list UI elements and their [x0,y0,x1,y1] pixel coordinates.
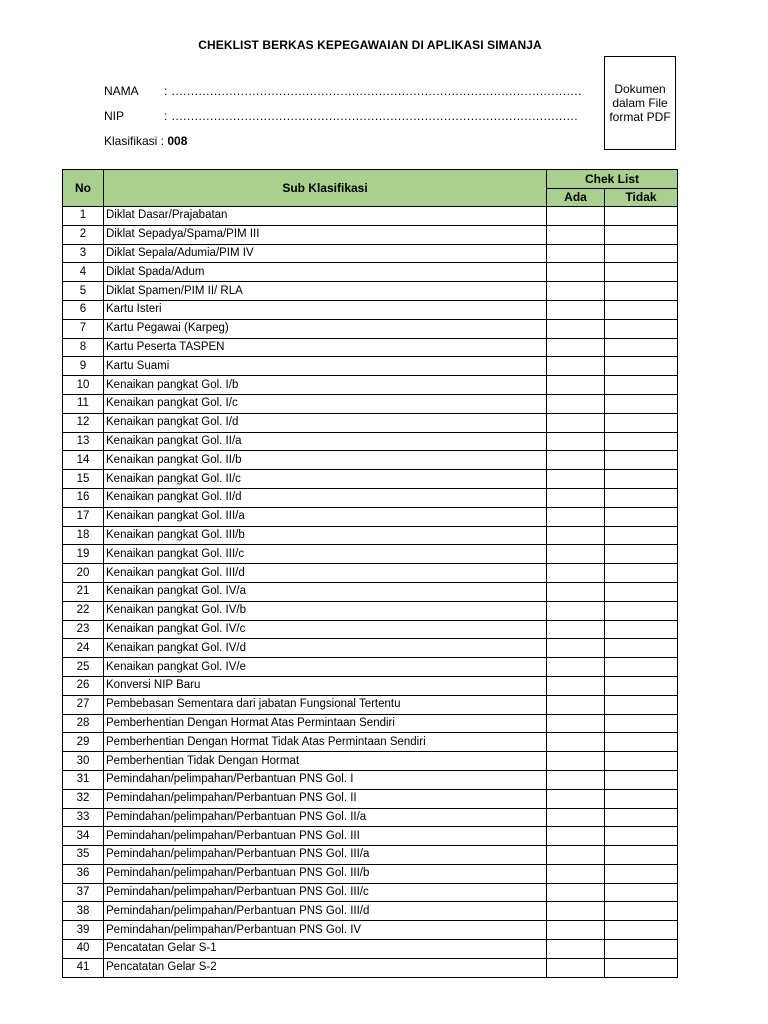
row-tidak-checkbox-cell[interactable] [605,582,678,601]
row-sub-klasifikasi: Pemberhentian Tidak Dengan Hormat [104,752,547,771]
row-number: 14 [63,451,104,470]
row-sub-klasifikasi: Kenaikan pangkat Gol. II/c [104,470,547,489]
row-number: 41 [63,958,104,977]
row-number: 35 [63,846,104,865]
row-sub-klasifikasi: Pembebasan Sementara dari jabatan Fungsional Tertentu [104,695,547,714]
header-ada: Ada [547,189,605,207]
table-row [63,207,678,226]
row-number: 1 [63,207,104,226]
row-number: 2 [63,225,104,244]
row-sub-klasifikasi: Kenaikan pangkat Gol. IV/b [104,601,547,620]
row-ada-checkbox-cell[interactable] [547,958,605,977]
table-row [63,695,678,714]
row-sub-klasifikasi: Diklat Spada/Adum [104,263,547,282]
row-sub-klasifikasi: Kenaikan pangkat Gol. II/d [104,488,547,507]
row-sub-klasifikasi: Pemindahan/pelimpahan/Perbantuan PNS Gol. III/a [104,846,547,865]
row-ada-checkbox-cell[interactable] [547,432,605,451]
row-tidak-checkbox-cell[interactable] [605,601,678,620]
row-tidak-checkbox-cell[interactable] [605,244,678,263]
row-number: 36 [63,864,104,883]
row-tidak-checkbox-cell[interactable] [605,846,678,865]
row-tidak-checkbox-cell[interactable] [605,225,678,244]
table-row [63,601,678,620]
row-tidak-checkbox-cell[interactable] [605,770,678,789]
table-row [63,714,678,733]
row-number: 31 [63,770,104,789]
row-number: 23 [63,620,104,639]
row-sub-klasifikasi: Kenaikan pangkat Gol. III/c [104,545,547,564]
row-ada-checkbox-cell[interactable] [547,921,605,940]
row-sub-klasifikasi: Kenaikan pangkat Gol. IV/a [104,582,547,601]
row-number: 18 [63,526,104,545]
row-sub-klasifikasi: Kartu Suami [104,357,547,376]
row-number: 19 [63,545,104,564]
table-row [63,263,678,282]
row-tidak-checkbox-cell[interactable] [605,507,678,526]
row-tidak-checkbox-cell[interactable] [605,864,678,883]
nip-field [104,109,579,123]
row-tidak-checkbox-cell[interactable] [605,488,678,507]
table-row [63,827,678,846]
row-ada-checkbox-cell[interactable] [547,413,605,432]
row-sub-klasifikasi: Kenaikan pangkat Gol. I/b [104,376,547,395]
row-ada-checkbox-cell[interactable] [547,620,605,639]
row-sub-klasifikasi: Pemberhentian Dengan Hormat Tidak Atas Permintaan Sendiri [104,733,547,752]
row-ada-checkbox-cell[interactable] [547,263,605,282]
checklist-table [62,169,678,978]
table-row [63,451,678,470]
row-number: 11 [63,394,104,413]
nama-field [104,84,582,98]
row-sub-klasifikasi: Konversi NIP Baru [104,676,547,695]
row-tidak-checkbox-cell[interactable] [605,432,678,451]
table-row [63,733,678,752]
row-ada-checkbox-cell[interactable] [547,658,605,677]
row-number: 24 [63,639,104,658]
row-number: 29 [63,733,104,752]
row-tidak-checkbox-cell[interactable] [605,695,678,714]
row-ada-checkbox-cell[interactable] [547,902,605,921]
table-row [63,921,678,940]
row-sub-klasifikasi: Pemindahan/pelimpahan/Perbantuan PNS Gol. III/d [104,902,547,921]
table-row [63,394,678,413]
row-ada-checkbox-cell[interactable] [547,864,605,883]
row-ada-checkbox-cell[interactable] [547,394,605,413]
row-ada-checkbox-cell[interactable] [547,695,605,714]
nama-label: NAMA [104,84,139,98]
row-tidak-checkbox-cell[interactable] [605,319,678,338]
row-number: 15 [63,470,104,489]
row-number: 40 [63,940,104,959]
table-row [63,432,678,451]
header-tidak: Tidak [605,189,678,207]
row-sub-klasifikasi: Diklat Sepala/Adumia/PIM IV [104,244,547,263]
row-ada-checkbox-cell[interactable] [547,846,605,865]
nama-value: : ........................................................................................................... [164,84,582,98]
table-row [63,564,678,583]
row-tidak-checkbox-cell[interactable] [605,883,678,902]
klasifikasi-value: 008 [167,134,188,148]
row-ada-checkbox-cell[interactable] [547,357,605,376]
row-ada-checkbox-cell[interactable] [547,300,605,319]
row-sub-klasifikasi: Kenaikan pangkat Gol. II/b [104,451,547,470]
table-row [63,902,678,921]
row-number: 27 [63,695,104,714]
row-sub-klasifikasi: Kenaikan pangkat Gol. I/d [104,413,547,432]
row-ada-checkbox-cell[interactable] [547,244,605,263]
row-ada-checkbox-cell[interactable] [547,225,605,244]
row-number: 21 [63,582,104,601]
row-tidak-checkbox-cell[interactable] [605,357,678,376]
row-ada-checkbox-cell[interactable] [547,564,605,583]
row-number: 34 [63,827,104,846]
table-row [63,470,678,489]
row-tidak-checkbox-cell[interactable] [605,263,678,282]
row-number: 39 [63,921,104,940]
table-row [63,676,678,695]
row-ada-checkbox-cell[interactable] [547,752,605,771]
table-row [63,300,678,319]
document-title: CHEKLIST BERKAS KEPEGAWAIAN DI APLIKASI SIMANJA [198,38,542,52]
row-tidak-checkbox-cell[interactable] [605,545,678,564]
header-no: No [63,170,104,207]
row-tidak-checkbox-cell[interactable] [605,676,678,695]
table-row [63,846,678,865]
row-tidak-checkbox-cell[interactable] [605,564,678,583]
row-tidak-checkbox-cell[interactable] [605,808,678,827]
row-ada-checkbox-cell[interactable] [547,282,605,301]
table-row [63,658,678,677]
nip-label: NIP [104,109,125,123]
row-ada-checkbox-cell[interactable] [547,714,605,733]
table-row [63,883,678,902]
row-number: 4 [63,263,104,282]
row-tidak-checkbox-cell[interactable] [605,620,678,639]
table-row [63,545,678,564]
row-ada-checkbox-cell[interactable] [547,526,605,545]
row-sub-klasifikasi: Pemindahan/pelimpahan/Perbantuan PNS Gol. I [104,770,547,789]
table-row [63,244,678,263]
row-tidak-checkbox-cell[interactable] [605,526,678,545]
table-row [63,338,678,357]
row-sub-klasifikasi: Kenaikan pangkat Gol. III/b [104,526,547,545]
row-sub-klasifikasi: Kenaikan pangkat Gol. III/a [104,507,547,526]
row-tidak-checkbox-cell[interactable] [605,940,678,959]
row-sub-klasifikasi: Diklat Spamen/PIM II/ RLA [104,282,547,301]
table-row [63,488,678,507]
row-number: 20 [63,564,104,583]
row-ada-checkbox-cell[interactable] [547,789,605,808]
table-row [63,526,678,545]
row-number: 30 [63,752,104,771]
row-number: 37 [63,883,104,902]
row-tidak-checkbox-cell[interactable] [605,921,678,940]
table-row [63,319,678,338]
row-sub-klasifikasi: Pemindahan/pelimpahan/Perbantuan PNS Gol. III/b [104,864,547,883]
row-number: 33 [63,808,104,827]
header-chek-list: Chek List [547,170,678,189]
doc-box-line-2: dalam File [612,96,668,110]
table-row [63,808,678,827]
row-tidak-checkbox-cell[interactable] [605,413,678,432]
row-sub-klasifikasi: Diklat Dasar/Prajabatan [104,207,547,226]
row-sub-klasifikasi: Diklat Sepadya/Spama/PIM III [104,225,547,244]
row-number: 16 [63,488,104,507]
table-row [63,864,678,883]
row-number: 17 [63,507,104,526]
row-ada-checkbox-cell[interactable] [547,770,605,789]
row-sub-klasifikasi: Pencatatan Gelar S-1 [104,940,547,959]
row-ada-checkbox-cell[interactable] [547,338,605,357]
row-number: 9 [63,357,104,376]
klasifikasi-field [104,134,187,148]
doc-box-line-3: format PDF [609,110,671,124]
row-tidak-checkbox-cell[interactable] [605,470,678,489]
row-tidak-checkbox-cell[interactable] [605,789,678,808]
row-sub-klasifikasi: Kenaikan pangkat Gol. III/d [104,564,547,583]
row-sub-klasifikasi: Pemindahan/pelimpahan/Perbantuan PNS Gol. II/a [104,808,547,827]
row-ada-checkbox-cell[interactable] [547,883,605,902]
row-sub-klasifikasi: Kenaikan pangkat Gol. IV/e [104,658,547,677]
klasifikasi-label: Klasifikasi : [104,134,168,148]
row-sub-klasifikasi: Pemindahan/pelimpahan/Perbantuan PNS Gol. II [104,789,547,808]
pdf-format-note-box [604,56,676,150]
row-tidak-checkbox-cell[interactable] [605,639,678,658]
table-row [63,940,678,959]
row-number: 25 [63,658,104,677]
table-row [63,639,678,658]
table-row [63,582,678,601]
table-row [63,282,678,301]
row-sub-klasifikasi: Kartu Pegawai (Karpeg) [104,319,547,338]
row-sub-klasifikasi: Kartu Isteri [104,300,547,319]
row-sub-klasifikasi: Pemindahan/pelimpahan/Perbantuan PNS Gol. III/c [104,883,547,902]
row-ada-checkbox-cell[interactable] [547,507,605,526]
row-ada-checkbox-cell[interactable] [547,733,605,752]
row-ada-checkbox-cell[interactable] [547,376,605,395]
checklist-rows [63,207,678,978]
row-sub-klasifikasi: Kenaikan pangkat Gol. IV/d [104,639,547,658]
row-number: 12 [63,413,104,432]
row-ada-checkbox-cell[interactable] [547,319,605,338]
row-ada-checkbox-cell[interactable] [547,470,605,489]
table-row [63,507,678,526]
row-ada-checkbox-cell[interactable] [547,676,605,695]
table-row [63,958,678,977]
row-sub-klasifikasi: Kenaikan pangkat Gol. II/a [104,432,547,451]
row-number: 28 [63,714,104,733]
row-number: 5 [63,282,104,301]
row-ada-checkbox-cell[interactable] [547,808,605,827]
row-tidak-checkbox-cell[interactable] [605,752,678,771]
row-ada-checkbox-cell[interactable] [547,545,605,564]
row-tidak-checkbox-cell[interactable] [605,714,678,733]
row-tidak-checkbox-cell[interactable] [605,376,678,395]
row-number: 3 [63,244,104,263]
row-ada-checkbox-cell[interactable] [547,582,605,601]
row-sub-klasifikasi: Kartu Peserta TASPEN [104,338,547,357]
table-row [63,376,678,395]
nip-value: : .......................................................................................................... [164,109,579,123]
row-number: 6 [63,300,104,319]
row-ada-checkbox-cell[interactable] [547,827,605,846]
row-sub-klasifikasi: Pemindahan/pelimpahan/Perbantuan PNS Gol. IV [104,921,547,940]
doc-box-line-1: Dokumen [614,82,666,96]
row-number: 38 [63,902,104,921]
row-tidak-checkbox-cell[interactable] [605,300,678,319]
table-row [63,770,678,789]
row-sub-klasifikasi: Pemberhentian Dengan Hormat Atas Permintaan Sendiri [104,714,547,733]
row-ada-checkbox-cell[interactable] [547,639,605,658]
row-sub-klasifikasi: Pemindahan/pelimpahan/Perbantuan PNS Gol. III [104,827,547,846]
table-row [63,413,678,432]
table-row [63,789,678,808]
row-sub-klasifikasi: Kenaikan pangkat Gol. I/c [104,394,547,413]
row-ada-checkbox-cell[interactable] [547,488,605,507]
row-ada-checkbox-cell[interactable] [547,451,605,470]
row-number: 32 [63,789,104,808]
row-tidak-checkbox-cell[interactable] [605,338,678,357]
row-tidak-checkbox-cell[interactable] [605,733,678,752]
row-tidak-checkbox-cell[interactable] [605,394,678,413]
table-row [63,357,678,376]
row-number: 22 [63,601,104,620]
row-number: 10 [63,376,104,395]
row-ada-checkbox-cell[interactable] [547,601,605,620]
row-ada-checkbox-cell[interactable] [547,207,605,226]
row-tidak-checkbox-cell[interactable] [605,282,678,301]
row-tidak-checkbox-cell[interactable] [605,827,678,846]
row-tidak-checkbox-cell[interactable] [605,658,678,677]
table-row [63,752,678,771]
row-number: 13 [63,432,104,451]
row-tidak-checkbox-cell[interactable] [605,207,678,226]
row-number: 7 [63,319,104,338]
row-tidak-checkbox-cell[interactable] [605,958,678,977]
row-number: 8 [63,338,104,357]
row-tidak-checkbox-cell[interactable] [605,902,678,921]
row-sub-klasifikasi: Pencatatan Gelar S-2 [104,958,547,977]
row-sub-klasifikasi: Kenaikan pangkat Gol. IV/c [104,620,547,639]
table-row [63,620,678,639]
row-number: 26 [63,676,104,695]
row-ada-checkbox-cell[interactable] [547,940,605,959]
row-tidak-checkbox-cell[interactable] [605,451,678,470]
table-row [63,225,678,244]
header-sub-klasifikasi: Sub Klasifikasi [104,170,547,207]
